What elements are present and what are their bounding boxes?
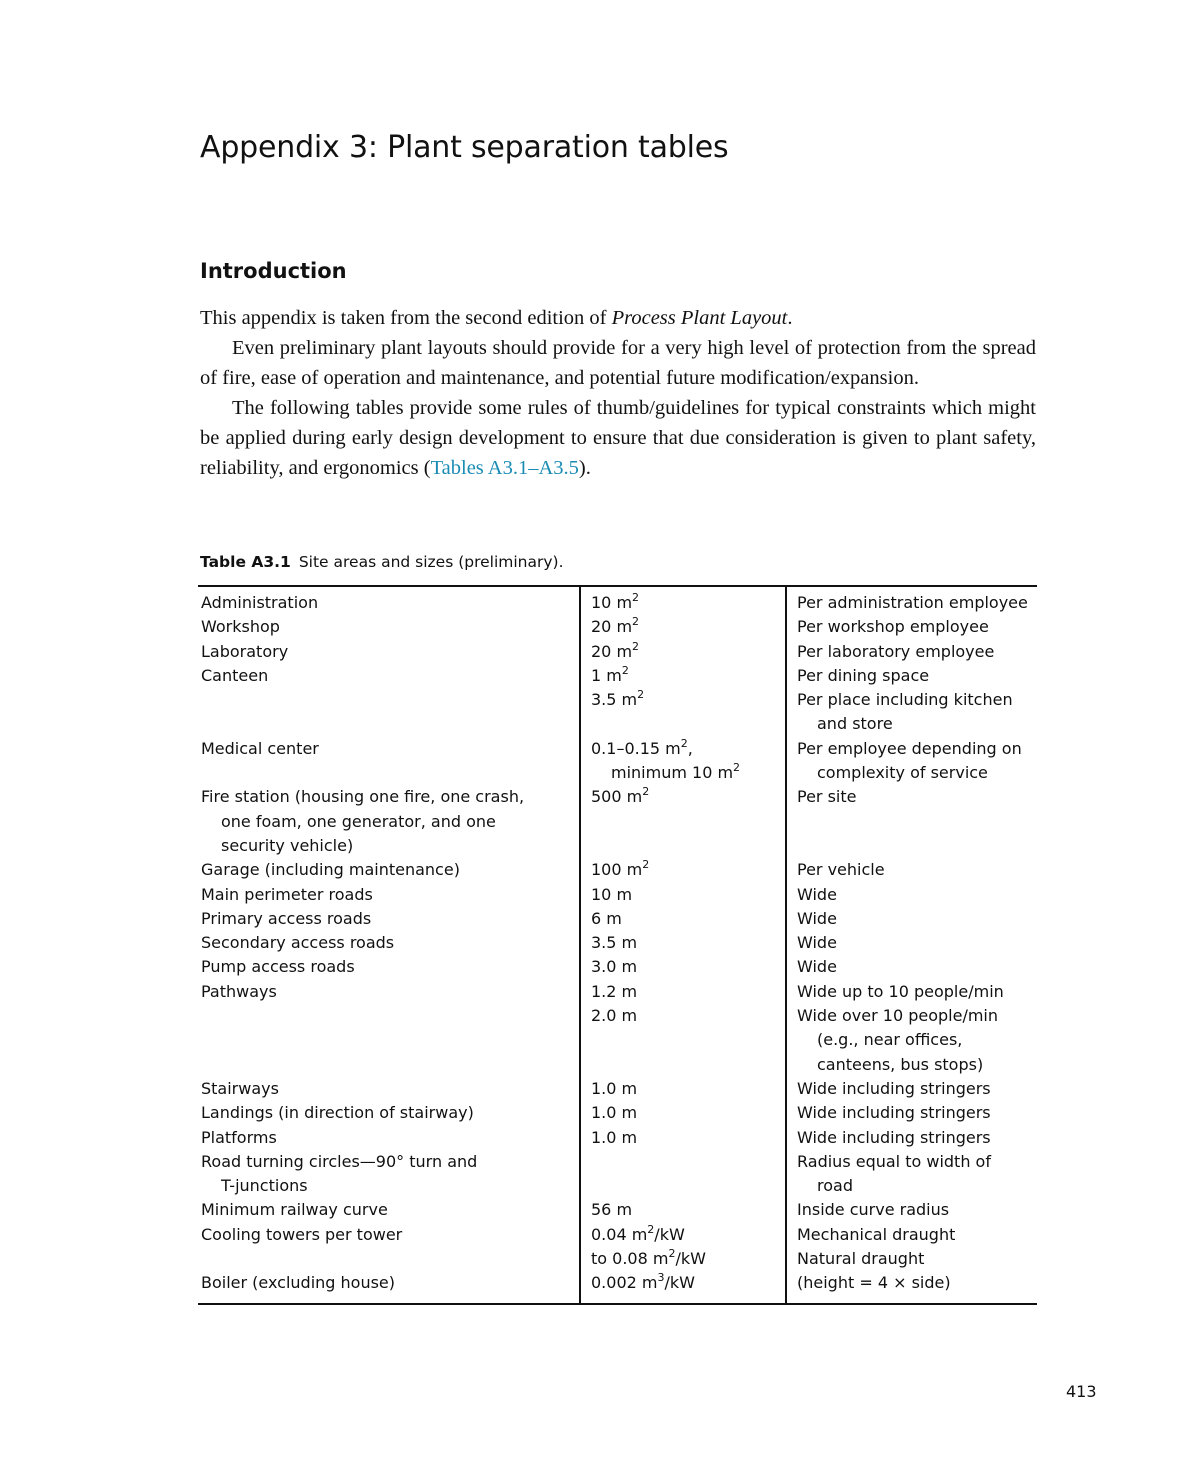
value-line bbox=[591, 688, 781, 712]
value-text: 1.2 m bbox=[591, 981, 638, 1001]
unit-exponent: 3 bbox=[657, 1271, 665, 1285]
value-line bbox=[591, 1271, 781, 1295]
unit-exponent: 2 bbox=[680, 736, 688, 750]
value-line bbox=[591, 664, 781, 688]
table-cell-note bbox=[786, 1271, 1037, 1303]
item-line: Landings (in direction of stairway) bbox=[201, 1103, 474, 1123]
table-cell-value bbox=[580, 980, 786, 1004]
table-cell-value bbox=[580, 1223, 786, 1272]
table-row bbox=[198, 1077, 1037, 1101]
value-text: to 0.08 m bbox=[591, 1249, 669, 1269]
table-cell-value bbox=[580, 955, 786, 979]
table-cell-note bbox=[786, 664, 1037, 688]
value-text: 1.0 m bbox=[591, 1078, 638, 1098]
value-text: 0.002 m bbox=[591, 1273, 658, 1293]
value-suffix: /kW bbox=[664, 1273, 695, 1293]
item-line: Workshop bbox=[201, 617, 280, 637]
unit-exponent: 2 bbox=[632, 615, 640, 629]
value-line bbox=[591, 1126, 781, 1150]
table-cell-note bbox=[786, 1004, 1037, 1077]
table-cell-value bbox=[580, 586, 786, 615]
table-row bbox=[198, 664, 1037, 688]
value-text: 1.0 m bbox=[591, 1103, 638, 1123]
value-suffix: /kW bbox=[675, 1249, 706, 1269]
note-line: Per place including kitchen bbox=[797, 690, 1013, 710]
table-cell-note bbox=[786, 1077, 1037, 1101]
unit-exponent: 2 bbox=[632, 639, 640, 653]
section-heading-introduction: Introduction bbox=[200, 259, 347, 283]
table-cell-value bbox=[580, 907, 786, 931]
table-cell-note bbox=[786, 640, 1037, 664]
table-cell-value bbox=[580, 688, 786, 737]
unit-exponent: 2 bbox=[642, 858, 650, 872]
table-row bbox=[198, 858, 1037, 882]
value-line bbox=[591, 931, 781, 955]
table-cell-item bbox=[198, 1198, 580, 1222]
table-row bbox=[198, 615, 1037, 639]
value-text: 0.04 m bbox=[591, 1224, 648, 1244]
tables-cross-reference-link[interactable]: Tables A3.1–A3.5 bbox=[430, 457, 579, 479]
table-cell-note bbox=[786, 1126, 1037, 1150]
note-line: Radius equal to width of bbox=[797, 1151, 991, 1171]
note-line: Per site bbox=[797, 787, 857, 807]
table-cell-value bbox=[580, 1004, 786, 1077]
item-line: Cooling towers per tower bbox=[201, 1224, 403, 1244]
site-areas-table bbox=[198, 585, 1037, 1305]
value-line bbox=[591, 640, 781, 664]
page-title: Appendix 3: Plant separation tables bbox=[200, 130, 729, 165]
value-line bbox=[591, 615, 781, 639]
note-line: Per laboratory employee bbox=[797, 641, 995, 661]
table-cell-note bbox=[786, 615, 1037, 639]
item-line: Garage (including maintenance) bbox=[201, 860, 460, 880]
table-cell-item bbox=[198, 1271, 580, 1303]
item-line: T-junctions bbox=[221, 1176, 308, 1196]
item-line: Primary access roads bbox=[201, 908, 372, 928]
note-line: Mechanical draught bbox=[797, 1224, 956, 1244]
value-line bbox=[591, 1198, 781, 1222]
item-line: Laboratory bbox=[201, 641, 289, 661]
table-cell-note bbox=[786, 1150, 1037, 1199]
value-line bbox=[591, 1150, 781, 1174]
table-cell-value bbox=[580, 883, 786, 907]
value-line bbox=[591, 737, 781, 761]
value-line bbox=[591, 955, 781, 979]
table-cell-item bbox=[198, 858, 580, 882]
note-line: Per workshop employee bbox=[797, 617, 989, 637]
note-line: Natural draught bbox=[797, 1249, 925, 1269]
table-cell-note bbox=[786, 586, 1037, 615]
unit-exponent: 2 bbox=[632, 591, 640, 604]
table-row bbox=[198, 1271, 1037, 1303]
note-line: Wide bbox=[797, 957, 837, 977]
value-text: 3.5 m bbox=[591, 690, 638, 710]
table-cell-value bbox=[580, 1271, 786, 1303]
note-line: Wide including stringers bbox=[797, 1127, 991, 1147]
item-line: security vehicle) bbox=[221, 835, 354, 855]
table-cell-value bbox=[580, 640, 786, 664]
table-cell-value bbox=[580, 1126, 786, 1150]
value-text: 3.0 m bbox=[591, 957, 638, 977]
value-text: 100 m bbox=[591, 860, 643, 880]
note-line: Wide up to 10 people/min bbox=[797, 981, 1004, 1001]
item-line: Pump access roads bbox=[201, 957, 355, 977]
note-line: complexity of service bbox=[817, 763, 988, 783]
table-cell-value bbox=[580, 664, 786, 688]
value-suffix: /kW bbox=[654, 1224, 685, 1244]
table-cell-note bbox=[786, 785, 1037, 858]
table-cell-note bbox=[786, 883, 1037, 907]
table-cell-note bbox=[786, 955, 1037, 979]
table-cell-note bbox=[786, 980, 1037, 1004]
table-cell-value bbox=[580, 858, 786, 882]
table-cell-item bbox=[198, 1126, 580, 1150]
value-line bbox=[591, 785, 781, 809]
note-line: Wide including stringers bbox=[797, 1103, 991, 1123]
table-caption-label: Table A3.1 bbox=[200, 553, 291, 571]
page-number: 413 bbox=[1066, 1382, 1097, 1401]
value-text: 500 m bbox=[591, 787, 643, 807]
value-suffix: , bbox=[687, 738, 693, 758]
table-cell-item bbox=[198, 1004, 580, 1077]
table-cell-item bbox=[198, 1101, 580, 1125]
table-cell-item bbox=[198, 1150, 580, 1199]
table-cell-item bbox=[198, 907, 580, 931]
item-line: Medical center bbox=[201, 738, 319, 758]
note-line: Per employee depending on bbox=[797, 738, 1022, 758]
note-line: Per administration employee bbox=[797, 593, 1028, 612]
item-line: one foam, one generator, and one bbox=[221, 811, 496, 831]
unit-exponent: 2 bbox=[621, 663, 629, 677]
intro-paragraph-1 bbox=[200, 303, 1036, 333]
item-line: Pathways bbox=[201, 981, 277, 1001]
value-text: 56 m bbox=[591, 1200, 633, 1220]
table-cell-item bbox=[198, 1077, 580, 1101]
value-text: minimum 10 m bbox=[611, 763, 734, 783]
table-cell-note bbox=[786, 1223, 1037, 1272]
item-line bbox=[201, 1004, 575, 1028]
table-row bbox=[198, 1150, 1037, 1199]
book-title: Process Plant Layout bbox=[611, 307, 788, 329]
value-line bbox=[591, 1247, 781, 1271]
note-line: canteens, bus stops) bbox=[817, 1054, 984, 1074]
note-line: Wide over 10 people/min bbox=[797, 1006, 999, 1026]
table-cell-value bbox=[580, 785, 786, 858]
note-line: Per vehicle bbox=[797, 860, 885, 880]
item-line: Secondary access roads bbox=[201, 933, 395, 953]
table-cell-value bbox=[580, 1101, 786, 1125]
value-line bbox=[591, 1004, 781, 1028]
table-row bbox=[198, 1126, 1037, 1150]
note-line: (height = 4 × side) bbox=[797, 1273, 951, 1293]
note-line: Inside curve radius bbox=[797, 1200, 950, 1220]
item-line: Canteen bbox=[201, 665, 269, 685]
intro-p1-prefix: This appendix is taken from the second edition of bbox=[200, 307, 612, 329]
note-line: and store bbox=[817, 714, 893, 734]
value-text: 10 m bbox=[591, 884, 633, 904]
value-line bbox=[591, 591, 781, 615]
table-cell-item bbox=[198, 737, 580, 786]
table-cell-value bbox=[580, 615, 786, 639]
table-cell-note bbox=[786, 907, 1037, 931]
table-row bbox=[198, 1004, 1037, 1077]
item-line: Fire station (housing one fire, one crash, bbox=[201, 787, 525, 807]
table-cell-item bbox=[198, 615, 580, 639]
table-cell-note bbox=[786, 931, 1037, 955]
table-caption-text: Site areas and sizes (preliminary). bbox=[298, 553, 564, 571]
value-line bbox=[591, 858, 781, 882]
value-text: 20 m bbox=[591, 617, 633, 637]
table-cell-value bbox=[580, 1150, 786, 1199]
value-line bbox=[591, 980, 781, 1004]
item-line: Road turning circles—90° turn and bbox=[201, 1151, 478, 1171]
table-cell-item bbox=[198, 1223, 580, 1272]
table-cell-value bbox=[580, 737, 786, 786]
table-cell-item bbox=[198, 931, 580, 955]
intro-p1-suffix: . bbox=[787, 307, 793, 329]
unit-exponent: 2 bbox=[647, 1222, 655, 1236]
value-text: 10 m bbox=[591, 593, 633, 612]
intro-body bbox=[200, 303, 1036, 483]
table-cell-value bbox=[580, 1198, 786, 1222]
table-row bbox=[198, 931, 1037, 955]
unit-exponent: 2 bbox=[733, 761, 741, 775]
note-line: Wide including stringers bbox=[797, 1078, 991, 1098]
value-text: 3.5 m bbox=[591, 933, 638, 953]
table-cell-note bbox=[786, 688, 1037, 737]
item-line: Administration bbox=[201, 593, 319, 612]
unit-exponent: 2 bbox=[637, 688, 645, 702]
note-line: Wide bbox=[797, 884, 837, 904]
item-line bbox=[201, 688, 575, 712]
note-line: Per dining space bbox=[797, 665, 930, 685]
table-cell-item bbox=[198, 664, 580, 688]
value-line bbox=[591, 1101, 781, 1125]
table-caption bbox=[200, 553, 564, 571]
item-line: Minimum railway curve bbox=[201, 1200, 388, 1220]
table-cell-item bbox=[198, 980, 580, 1004]
item-line: Stairways bbox=[201, 1078, 279, 1098]
table-row bbox=[198, 737, 1037, 786]
table-row bbox=[198, 688, 1037, 737]
value-text: 1.0 m bbox=[591, 1127, 638, 1147]
table-row bbox=[198, 907, 1037, 931]
table-row bbox=[198, 1223, 1037, 1272]
unit-exponent: 2 bbox=[642, 785, 650, 799]
value-text: 0.1–0.15 m bbox=[591, 738, 681, 758]
table-row bbox=[198, 640, 1037, 664]
intro-paragraph-3 bbox=[200, 393, 1036, 483]
table-row bbox=[198, 586, 1037, 615]
table-cell-item bbox=[198, 586, 580, 615]
table-cell-note bbox=[786, 737, 1037, 786]
table-cell-item bbox=[198, 955, 580, 979]
value-line bbox=[591, 1223, 781, 1247]
table-row bbox=[198, 980, 1037, 1004]
value-text: 1 m bbox=[591, 665, 622, 685]
item-line: Platforms bbox=[201, 1127, 277, 1147]
value-line bbox=[591, 883, 781, 907]
value-text: 2.0 m bbox=[591, 1006, 638, 1026]
table-cell-value bbox=[580, 1077, 786, 1101]
table-cell-note bbox=[786, 1101, 1037, 1125]
item-line: Boiler (excluding house) bbox=[201, 1273, 396, 1293]
table-row bbox=[198, 1101, 1037, 1125]
value-line bbox=[591, 907, 781, 931]
table-row bbox=[198, 883, 1037, 907]
table-cell-note bbox=[786, 1198, 1037, 1222]
item-line: Main perimeter roads bbox=[201, 884, 373, 904]
intro-paragraph-2: Even preliminary plant layouts should provide for a very high level of protection from the spread of fire, ease of operation and maintenance, and potential future modification/expansion. bbox=[200, 337, 1036, 389]
table-row bbox=[198, 1198, 1037, 1222]
table-cell-item bbox=[198, 688, 580, 737]
table-cell-note bbox=[786, 858, 1037, 882]
value-line bbox=[591, 1077, 781, 1101]
value-text: 6 m bbox=[591, 908, 622, 928]
note-line: road bbox=[817, 1176, 853, 1196]
value-line bbox=[591, 761, 781, 785]
table-cell-item bbox=[198, 883, 580, 907]
site-areas-table-body bbox=[198, 586, 1037, 1304]
unit-exponent: 2 bbox=[668, 1247, 676, 1261]
note-line: (e.g., near offices, bbox=[817, 1030, 963, 1050]
table-cell-item bbox=[198, 785, 580, 858]
note-line: Wide bbox=[797, 908, 837, 928]
note-line: Wide bbox=[797, 933, 837, 953]
intro-p3-suffix: ). bbox=[578, 457, 591, 479]
table-row bbox=[198, 955, 1037, 979]
value-text: 20 m bbox=[591, 641, 633, 661]
intro-p3-prefix: The following tables provide some rules of thumb/guidelines for typical constraints which might be applied during early design development to ensure that due consideration is given to plant safety, reliability, and ergonomics ( bbox=[200, 397, 1036, 479]
table-cell-item bbox=[198, 640, 580, 664]
table-cell-value bbox=[580, 931, 786, 955]
table-row bbox=[198, 785, 1037, 858]
